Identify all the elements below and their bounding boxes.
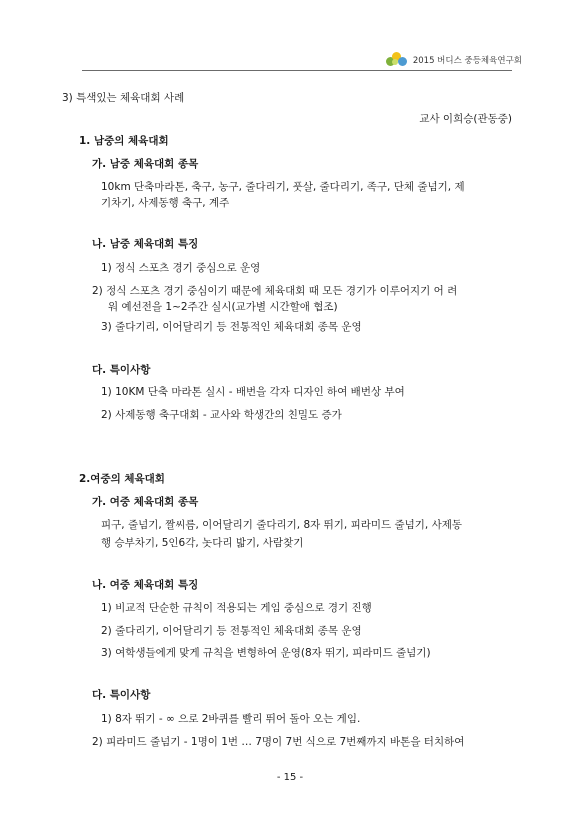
women-feature-2: 2) 줄다리기, 이어달리기 등 전통적인 체육대회 종목 운영 bbox=[101, 625, 362, 637]
men-feature-3: 3) 줄다기리, 이어달리기 등 전통적인 체육대회 종목 운영 bbox=[101, 321, 362, 333]
section-title: 3) 특색있는 체육대회 사례 bbox=[62, 92, 185, 104]
header-text: 2015 버디스 중등체육연구회 bbox=[412, 56, 522, 66]
women-events-line1: 피구, 줄넘기, 짤씨름, 이어달리기 줄다리기, 8자 뛰기, 피라미드 줄넘기, 사제동 bbox=[101, 519, 463, 531]
men-heading: 1. 남중의 체육대회 bbox=[79, 135, 169, 147]
men-events-line1: 10km 단축마라톤, 축구, 농구, 줄다리기, 풋살, 줄다리기, 족구, 단체 줄넘기, 제 bbox=[101, 181, 465, 193]
women-events-line2: 행 승부차기, 5인6각, 놋다리 밟기, 사람찾기 bbox=[101, 537, 304, 549]
women-events-heading: 가. 여중 체육대회 종목 bbox=[92, 496, 199, 508]
women-features-heading: 나. 여중 체육대회 특징 bbox=[92, 579, 199, 591]
page-header bbox=[386, 52, 522, 68]
author-line: 교사 이희승(관동중) bbox=[419, 113, 512, 125]
men-events-heading: 가. 남중 체육대회 종목 bbox=[92, 158, 199, 170]
women-note-1: 1) 8자 뛰기 - ∞ 으로 2바퀴를 빨리 뛰어 돌아 오는 게임. bbox=[101, 713, 361, 725]
clover-logo-icon bbox=[386, 52, 408, 68]
men-note-2: 2) 사제동행 축구대회 - 교사와 학생간의 친밀도 증가 bbox=[101, 409, 342, 421]
men-note-1: 1) 10KM 단축 마라톤 실시 - 배번을 각자 디자인 하여 배번상 부여 bbox=[101, 386, 405, 398]
men-features-heading: 나. 남중 체육대회 특징 bbox=[92, 238, 199, 250]
men-events-line2: 기차기, 사제동행 축구, 계주 bbox=[101, 197, 230, 209]
women-feature-3: 3) 여학생들에게 맞게 규칙을 변형하여 운영(8자 뛰기, 피라미드 줄넘기) bbox=[101, 647, 431, 659]
women-note-2: 2) 피라미드 줄넘기 - 1명이 1번 … 7명이 7번 식으로 7번째까지 바톤을 터치하여 bbox=[92, 736, 465, 748]
header-divider bbox=[82, 70, 512, 71]
men-notes-heading: 다. 특이사항 bbox=[92, 364, 151, 376]
men-feature-1: 1) 정식 스포츠 경기 중심으로 운영 bbox=[101, 262, 261, 274]
men-feature-2-line2: 워 예선전을 1~2주간 실시(교가별 시간할애 협조) bbox=[108, 301, 338, 313]
women-notes-heading: 다. 특이사항 bbox=[92, 689, 151, 701]
women-feature-1: 1) 비교적 단순한 규칙이 적용되는 게임 중심으로 경기 진행 bbox=[101, 602, 372, 614]
page-number: - 15 - bbox=[276, 772, 304, 783]
women-heading: 2.여중의 체육대회 bbox=[79, 473, 165, 485]
men-feature-2-line1: 2) 정식 스포츠 경기 중심이기 때문에 체육대회 때 모든 경기가 이루어지기 어 려 bbox=[92, 285, 458, 297]
